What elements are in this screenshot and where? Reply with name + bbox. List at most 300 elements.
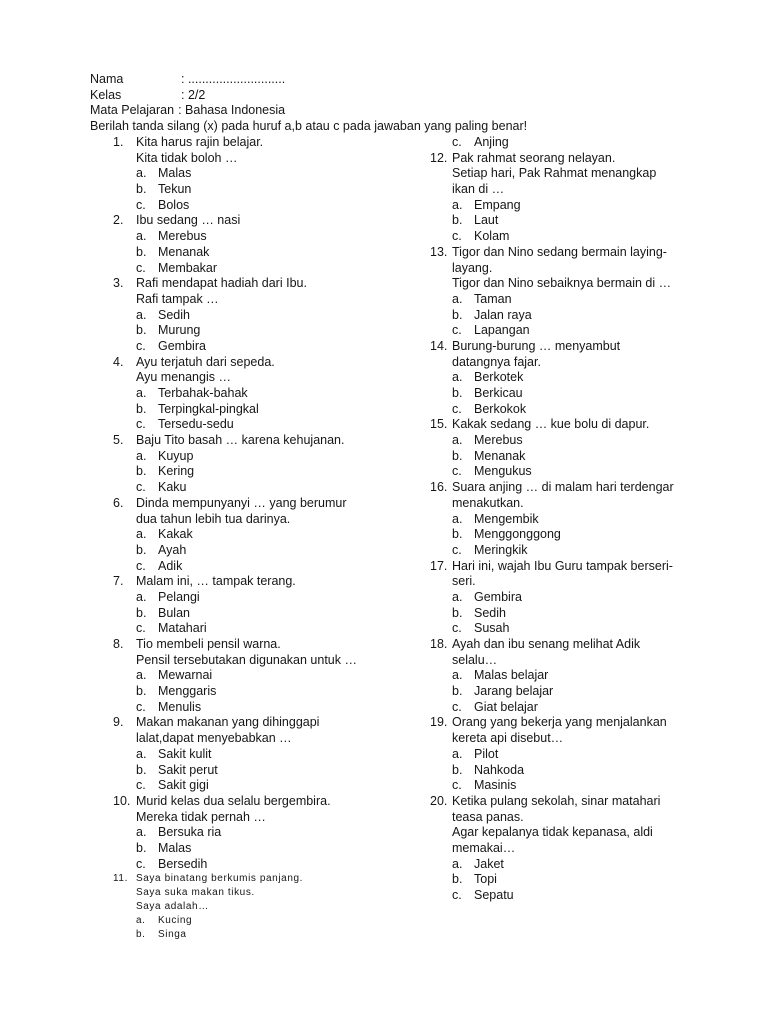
question-text: Ibu sedang … nasi bbox=[136, 213, 241, 228]
option-a bbox=[430, 512, 750, 528]
question-7 bbox=[113, 574, 413, 637]
option-text: Lapangan bbox=[474, 323, 530, 338]
option-text: Mengukus bbox=[474, 464, 532, 479]
option-b bbox=[430, 386, 750, 402]
question-text: datangnya fajar. bbox=[452, 354, 541, 369]
option-letter: a. bbox=[136, 746, 147, 761]
question-2 bbox=[113, 213, 413, 276]
question-number: 6. bbox=[113, 495, 124, 510]
question-number: 9. bbox=[113, 715, 124, 730]
option-letter: b. bbox=[452, 605, 463, 620]
option-b bbox=[430, 213, 750, 229]
question-line bbox=[430, 166, 750, 182]
option-b bbox=[430, 527, 750, 543]
question-line bbox=[430, 276, 750, 292]
question-text: Orang yang bekerja yang menjalankan bbox=[452, 715, 667, 730]
question-text: Ayah dan ibu senang melihat Adik bbox=[452, 637, 641, 651]
question-text: Ketika pulang sekolah, sinar matahari bbox=[452, 793, 661, 808]
option-c bbox=[113, 339, 413, 355]
option-letter: a. bbox=[452, 589, 463, 604]
option-letter: b. bbox=[452, 872, 463, 887]
option-letter: b. bbox=[136, 684, 147, 699]
option-text: Tersedu-sedu bbox=[158, 417, 234, 432]
question-line bbox=[430, 731, 750, 747]
option-letter: c. bbox=[136, 260, 146, 275]
question-text: Tigor dan Nino sedang bermain laying- bbox=[452, 244, 667, 259]
option-text: Terpingkal-pingkal bbox=[158, 401, 259, 416]
option-text: Bersuka ria bbox=[158, 825, 222, 840]
option-text: Mewarnai bbox=[158, 668, 213, 683]
option-letter: c. bbox=[136, 480, 146, 495]
question-number: 15. bbox=[430, 417, 448, 432]
option-letter: c. bbox=[452, 888, 462, 902]
option-letter: a. bbox=[136, 386, 147, 400]
name-field: : ............................ bbox=[181, 72, 286, 86]
question-text: Kakak sedang … kue bolu di dapur. bbox=[452, 417, 650, 432]
question-12 bbox=[430, 151, 750, 245]
question-number: 5. bbox=[113, 433, 124, 448]
option-text: Susah bbox=[474, 621, 510, 636]
option-letter: a. bbox=[136, 825, 147, 840]
question-13 bbox=[430, 245, 750, 339]
name-row bbox=[90, 72, 527, 88]
option-a bbox=[113, 825, 413, 841]
question-5 bbox=[113, 433, 413, 496]
question-number: 10. bbox=[113, 793, 131, 808]
option-text: Merebus bbox=[474, 433, 523, 448]
question-line bbox=[113, 292, 413, 308]
instruction-text: Berilah tanda silang (x) pada huruf a,b atau c pada jawaban yang paling benar! bbox=[90, 119, 528, 134]
option-a bbox=[113, 590, 413, 606]
option-b bbox=[430, 763, 750, 779]
option-letter: b. bbox=[136, 542, 147, 557]
question-line bbox=[430, 339, 750, 355]
option-letter: a. bbox=[452, 370, 463, 385]
option-b bbox=[430, 449, 750, 465]
option-a bbox=[430, 747, 750, 763]
option-letter: b. bbox=[136, 762, 147, 777]
question-line bbox=[113, 886, 413, 900]
question-line bbox=[113, 512, 413, 528]
option-text: Terbahak-bahak bbox=[158, 386, 248, 400]
subject-label: Mata Pelajaran bbox=[90, 103, 175, 118]
option-letter: c. bbox=[136, 338, 146, 353]
question-text: Ayu menangis … bbox=[136, 370, 231, 385]
question-text: seri. bbox=[452, 574, 476, 589]
option-a bbox=[113, 747, 413, 763]
option-text: Jarang belajar bbox=[474, 684, 554, 699]
question-number: 16. bbox=[430, 480, 448, 495]
option-text: Anjing bbox=[474, 135, 509, 149]
class-value: : 2/2 bbox=[181, 87, 206, 102]
option-text: Sepatu bbox=[474, 888, 514, 902]
question-text: Baju Tito basah … karena kehujanan. bbox=[136, 433, 345, 448]
option-a bbox=[430, 433, 750, 449]
option-letter: c. bbox=[136, 778, 146, 793]
class-label: Kelas bbox=[90, 87, 122, 102]
question-text: Setiap hari, Pak Rahmat menangkap bbox=[452, 166, 657, 181]
option-b bbox=[113, 323, 413, 339]
question-line bbox=[430, 417, 750, 433]
question-text: Saya suka makan tikus. bbox=[136, 887, 255, 899]
option-letter: c. bbox=[452, 229, 462, 244]
option-letter: a. bbox=[452, 856, 463, 871]
question-text: Hari ini, wajah Ibu Guru tampak berseri- bbox=[452, 558, 673, 573]
question-line bbox=[113, 872, 413, 886]
question-number: 17. bbox=[430, 558, 448, 573]
option-text: Menanak bbox=[158, 244, 210, 259]
question-text: Kita tidak boloh … bbox=[136, 150, 238, 165]
option-text: Membakar bbox=[158, 260, 218, 275]
question-number: 2. bbox=[113, 213, 124, 228]
question-text: Makan makanan yang dihinggapi bbox=[136, 715, 320, 730]
option-a bbox=[430, 370, 750, 386]
option-text: Kaku bbox=[158, 480, 187, 495]
question-number: 4. bbox=[113, 354, 124, 369]
question-line bbox=[430, 480, 750, 496]
question-text: Agar kepalanya tidak kepanasa, aldi bbox=[452, 825, 653, 840]
question-20 bbox=[430, 794, 750, 904]
option-a bbox=[113, 166, 413, 182]
question-line bbox=[430, 825, 750, 841]
option-a bbox=[430, 668, 750, 684]
option-text: Berkicau bbox=[474, 386, 523, 400]
option-text: Pelangi bbox=[158, 589, 200, 604]
question-text: teasa panas. bbox=[452, 809, 524, 824]
question-1 bbox=[113, 135, 413, 213]
option-letter: c. bbox=[136, 856, 146, 871]
option-text: Bersedih bbox=[158, 856, 208, 871]
question-text: Tigor dan Nino sebaiknya bermain di … bbox=[452, 276, 672, 291]
option-letter: c. bbox=[452, 621, 462, 636]
option-text: Menggonggong bbox=[474, 527, 561, 542]
question-text: lalat,dapat menyebabkan … bbox=[136, 731, 292, 746]
option-a bbox=[113, 668, 413, 684]
option-text: Malas bbox=[158, 166, 192, 181]
option-b bbox=[113, 402, 413, 418]
option-a bbox=[430, 590, 750, 606]
question-number: 1. bbox=[113, 135, 124, 149]
option-b bbox=[113, 763, 413, 779]
option-c bbox=[113, 261, 413, 277]
question-line bbox=[113, 135, 413, 151]
option-text: Kolam bbox=[474, 229, 510, 244]
question-line bbox=[113, 731, 413, 747]
option-text: Gembira bbox=[158, 338, 206, 353]
option-letter: b. bbox=[136, 323, 147, 338]
option-letter: c. bbox=[452, 464, 462, 479]
option-text: Murung bbox=[158, 323, 201, 338]
option-a bbox=[430, 857, 750, 873]
question-15 bbox=[430, 417, 750, 480]
option-a bbox=[113, 229, 413, 245]
option-letter: a. bbox=[452, 746, 463, 761]
question-line bbox=[430, 794, 750, 810]
option-letter: c. bbox=[452, 542, 462, 557]
option-text: Singa bbox=[158, 929, 187, 941]
question-line bbox=[113, 151, 413, 167]
option-c bbox=[113, 559, 413, 575]
question-text: Suara anjing … di malam hari terdengar bbox=[452, 480, 674, 495]
question-text: Pensil tersebutakan digunakan untuk … bbox=[136, 652, 357, 667]
option-text: Berkokok bbox=[474, 401, 527, 416]
option-letter: c. bbox=[136, 699, 146, 714]
option-text: Topi bbox=[474, 872, 497, 887]
option-c bbox=[430, 323, 750, 339]
option-letter: b. bbox=[452, 307, 463, 322]
question-number: 20. bbox=[430, 793, 448, 808]
question-line bbox=[113, 574, 413, 590]
option-text: Tekun bbox=[158, 182, 192, 197]
question-17 bbox=[430, 559, 750, 637]
question-text: Ayu terjatuh dari sepeda. bbox=[136, 354, 275, 369]
option-c bbox=[430, 778, 750, 794]
option-letter: c. bbox=[452, 323, 462, 338]
option-c bbox=[430, 888, 750, 904]
question-line bbox=[113, 653, 413, 669]
question-line bbox=[430, 574, 750, 590]
option-c bbox=[113, 778, 413, 794]
option-c bbox=[430, 135, 750, 151]
subject-value: : Bahasa Indonesia bbox=[178, 103, 286, 118]
question-19 bbox=[430, 715, 750, 793]
name-label: Nama bbox=[90, 72, 124, 86]
option-b bbox=[430, 308, 750, 324]
question-text: kereta api disebut… bbox=[452, 731, 564, 746]
option-letter: a. bbox=[136, 166, 147, 181]
option-c bbox=[430, 543, 750, 559]
option-b bbox=[113, 606, 413, 622]
option-text: Matahari bbox=[158, 621, 207, 636]
option-a bbox=[113, 308, 413, 324]
option-c bbox=[113, 857, 413, 873]
option-c bbox=[113, 198, 413, 214]
option-b bbox=[113, 245, 413, 261]
subject-row bbox=[90, 103, 527, 119]
option-text: Menggaris bbox=[158, 684, 217, 699]
question-text: Kita harus rajin belajar. bbox=[136, 135, 264, 149]
question-line bbox=[113, 637, 413, 653]
option-a bbox=[113, 449, 413, 465]
option-text: Kuyup bbox=[158, 448, 194, 463]
option-c bbox=[430, 700, 750, 716]
option-letter: b. bbox=[452, 386, 463, 400]
option-b bbox=[430, 606, 750, 622]
option-letter: c. bbox=[136, 621, 146, 636]
option-c bbox=[430, 402, 750, 418]
option-letter: a. bbox=[136, 448, 147, 463]
question-text: Rafi mendapat hadiah dari Ibu. bbox=[136, 276, 307, 291]
option-text: Sakit perut bbox=[158, 762, 218, 777]
option-text: Malas belajar bbox=[474, 668, 549, 683]
question-line bbox=[113, 810, 413, 826]
option-text: Meringkik bbox=[474, 542, 528, 557]
question-3 bbox=[113, 276, 413, 354]
question-number: 12. bbox=[430, 150, 448, 165]
option-letter: a. bbox=[136, 527, 147, 542]
question-line bbox=[430, 810, 750, 826]
option-text: Jalan raya bbox=[474, 307, 532, 322]
question-line bbox=[113, 794, 413, 810]
option-text: Malas bbox=[158, 840, 192, 855]
option-letter: a. bbox=[136, 307, 147, 322]
option-c bbox=[430, 621, 750, 637]
option-letter: b. bbox=[136, 464, 147, 479]
option-text: Nahkoda bbox=[474, 762, 525, 777]
question-text: Dinda mempunyanyi … yang berumur bbox=[136, 495, 347, 510]
option-letter: b. bbox=[452, 213, 463, 228]
option-letter: c. bbox=[452, 778, 462, 793]
question-line bbox=[113, 433, 413, 449]
question-line bbox=[430, 496, 750, 512]
question-4 bbox=[113, 355, 413, 433]
question-number: 8. bbox=[113, 637, 124, 651]
option-text: Mengembik bbox=[474, 511, 539, 526]
option-text: Jaket bbox=[474, 856, 504, 871]
question-line bbox=[113, 496, 413, 512]
student-info-header bbox=[90, 72, 527, 135]
option-letter: c. bbox=[136, 197, 146, 212]
question-line bbox=[430, 841, 750, 857]
question-text: dua tahun lebih tua darinya. bbox=[136, 511, 291, 526]
question-line bbox=[113, 355, 413, 371]
question-line bbox=[430, 151, 750, 167]
option-letter: a. bbox=[452, 291, 463, 306]
option-letter: c. bbox=[452, 401, 462, 416]
question-text: Murid kelas dua selalu bergembira. bbox=[136, 793, 331, 808]
question-text: memakai… bbox=[452, 840, 516, 855]
option-b bbox=[113, 684, 413, 700]
option-a bbox=[113, 386, 413, 402]
question-9 bbox=[113, 715, 413, 793]
question-16 bbox=[430, 480, 750, 558]
option-text: Bulan bbox=[158, 605, 190, 620]
option-letter: b. bbox=[136, 182, 147, 197]
option-text: Menulis bbox=[158, 699, 202, 714]
option-c bbox=[113, 417, 413, 433]
option-text: Gembira bbox=[474, 589, 522, 604]
question-text: Saya binatang berkumis panjang. bbox=[136, 873, 304, 885]
instruction-row bbox=[90, 119, 527, 135]
option-text: Kakak bbox=[158, 527, 193, 542]
option-c bbox=[113, 700, 413, 716]
question-number: 19. bbox=[430, 715, 448, 730]
option-c bbox=[113, 480, 413, 496]
option-c bbox=[113, 621, 413, 637]
option-letter: a. bbox=[136, 229, 147, 244]
class-row bbox=[90, 88, 527, 104]
question-18 bbox=[430, 637, 750, 715]
option-letter: b. bbox=[452, 448, 463, 463]
option-letter: b. bbox=[136, 401, 147, 416]
option-c bbox=[430, 229, 750, 245]
question-line bbox=[430, 182, 750, 198]
option-b bbox=[113, 841, 413, 857]
option-letter: a. bbox=[136, 915, 146, 927]
option-text: Taman bbox=[474, 291, 512, 306]
option-text: Giat belajar bbox=[474, 699, 538, 714]
question-number: 13. bbox=[430, 244, 448, 259]
option-b bbox=[113, 182, 413, 198]
option-letter: b. bbox=[136, 244, 147, 259]
question-line bbox=[430, 261, 750, 277]
question-number: 3. bbox=[113, 276, 124, 291]
option-text: Laut bbox=[474, 213, 499, 228]
question-text: Rafi tampak … bbox=[136, 291, 219, 306]
option-b bbox=[113, 543, 413, 559]
option-letter: b. bbox=[452, 684, 463, 699]
option-b bbox=[113, 928, 413, 942]
question-line bbox=[113, 900, 413, 914]
question-text: Saya adalah… bbox=[136, 901, 209, 913]
option-text: Sakit kulit bbox=[158, 746, 212, 761]
option-letter: a. bbox=[136, 668, 147, 683]
question-text: Pak rahmat seorang nelayan. bbox=[452, 150, 616, 165]
question-11 bbox=[113, 872, 413, 942]
question-line bbox=[430, 355, 750, 371]
question-text: Malam ini, … tampak terang. bbox=[136, 574, 296, 589]
question-line bbox=[430, 637, 750, 653]
option-letter: c. bbox=[452, 135, 462, 149]
option-b bbox=[113, 464, 413, 480]
option-text: Kering bbox=[158, 464, 195, 479]
question-line bbox=[430, 245, 750, 261]
option-text: Sedih bbox=[158, 307, 190, 322]
question-line bbox=[430, 559, 750, 575]
right-column bbox=[430, 135, 750, 904]
option-text: Sedih bbox=[474, 605, 506, 620]
option-text: Bolos bbox=[158, 197, 190, 212]
option-a bbox=[430, 292, 750, 308]
option-letter: b. bbox=[452, 527, 463, 542]
question-10 bbox=[113, 794, 413, 872]
option-text: Pilot bbox=[474, 746, 499, 761]
option-letter: b. bbox=[136, 929, 146, 941]
option-text: Sakit gigi bbox=[158, 778, 209, 793]
question-text: Mereka tidak pernah … bbox=[136, 809, 266, 824]
option-letter: b. bbox=[136, 840, 147, 855]
option-text: Ayah bbox=[158, 542, 187, 557]
question-number: 7. bbox=[113, 574, 124, 589]
question-line bbox=[113, 213, 413, 229]
option-letter: a. bbox=[452, 197, 463, 212]
option-c bbox=[430, 464, 750, 480]
question-line bbox=[430, 715, 750, 731]
question-text: ikan di … bbox=[452, 182, 505, 197]
option-letter: c. bbox=[136, 558, 146, 573]
option-letter: a. bbox=[452, 511, 463, 526]
option-text: Merebus bbox=[158, 229, 207, 244]
option-letter: a. bbox=[136, 589, 147, 604]
option-letter: c. bbox=[136, 417, 146, 432]
option-a bbox=[113, 527, 413, 543]
question-number: 11. bbox=[113, 873, 128, 885]
question-number: 14. bbox=[430, 338, 448, 353]
option-b bbox=[430, 872, 750, 888]
question-text: Tio membeli pensil warna. bbox=[136, 637, 281, 651]
option-letter: b. bbox=[452, 762, 463, 777]
question-text: menakutkan. bbox=[452, 495, 524, 510]
option-letter: a. bbox=[452, 433, 463, 448]
question-line bbox=[113, 276, 413, 292]
option-text: Berkotek bbox=[474, 370, 524, 385]
question-8 bbox=[113, 637, 413, 715]
question-text: selalu… bbox=[452, 652, 498, 667]
question-line bbox=[113, 370, 413, 386]
option-a bbox=[430, 198, 750, 214]
question-14 bbox=[430, 339, 750, 417]
question-line bbox=[113, 715, 413, 731]
